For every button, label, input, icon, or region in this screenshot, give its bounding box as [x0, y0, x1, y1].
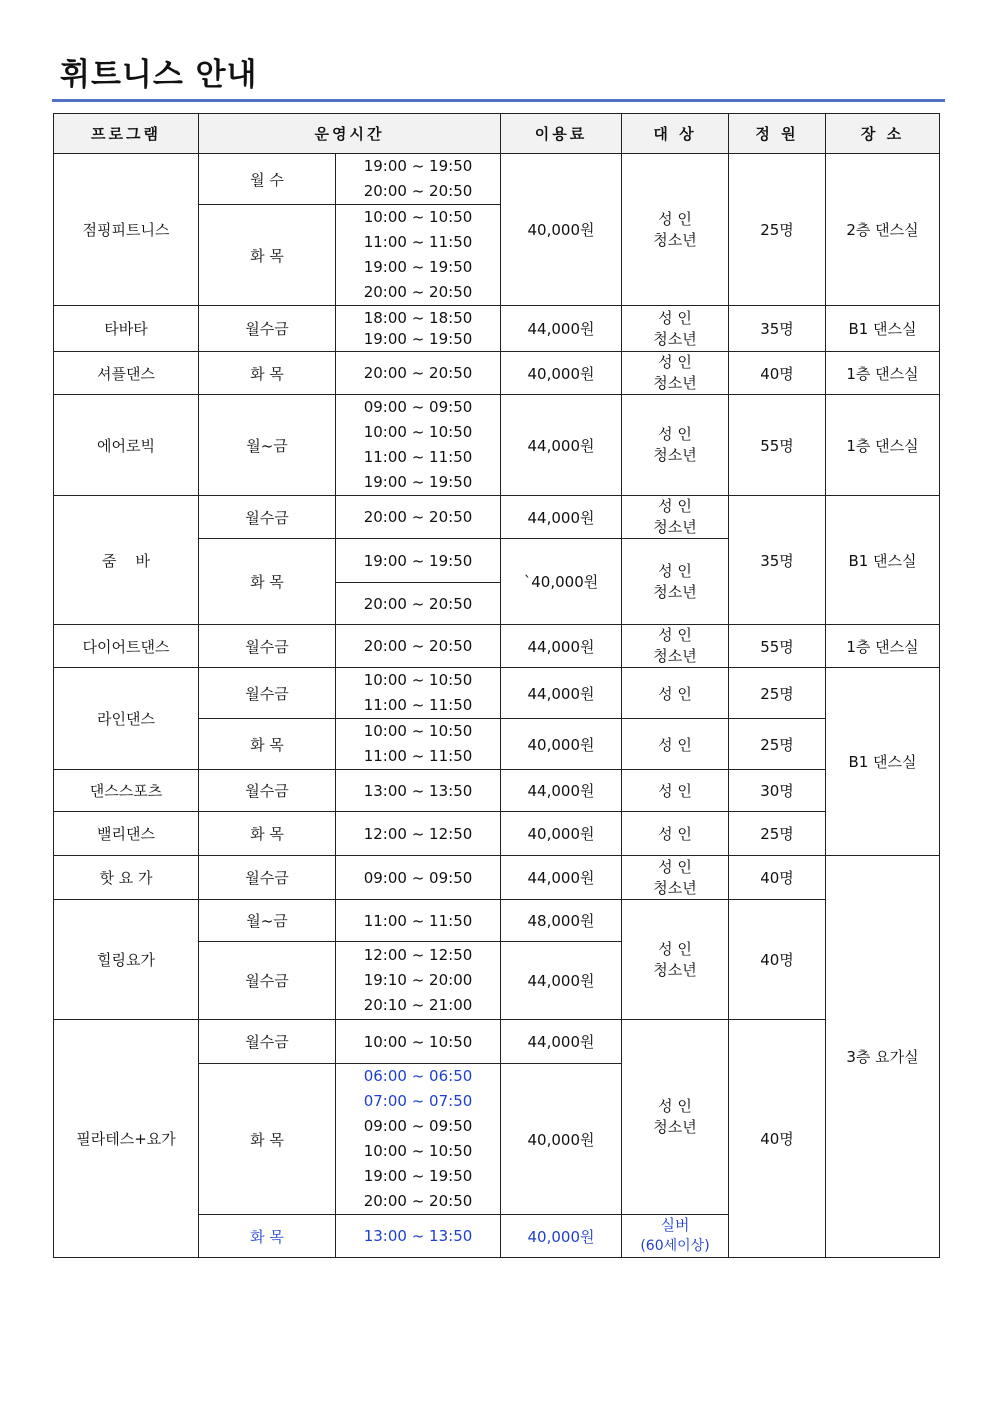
- time-line: 09:00 ~ 09:50: [363, 1117, 473, 1135]
- place-cell: B1 댄스실: [826, 496, 940, 625]
- target-youth: 청소년: [653, 1118, 697, 1136]
- place-cell: B1 댄스실: [826, 668, 940, 856]
- days-cell: 화 목: [199, 1064, 336, 1215]
- program-name: 댄스스포츠: [54, 770, 199, 812]
- time-line: 07:00 ~ 07:50: [363, 1092, 473, 1110]
- place-cell: 1층 댄스실: [826, 352, 940, 395]
- program-name: 힐링요가: [54, 900, 199, 1020]
- time-line: 19:00 ~ 19:50: [363, 1167, 473, 1185]
- header-program: 프로그램: [54, 114, 199, 154]
- days-cell: 월수금: [199, 668, 336, 719]
- capacity-cell: 25명: [729, 154, 826, 306]
- program-name: 타바타: [54, 306, 199, 352]
- days-cell: 월수금: [199, 942, 336, 1020]
- time-line: 20:00 ~ 20:50: [363, 283, 473, 301]
- target-cell: 성 인: [622, 770, 729, 812]
- days-cell: 화 목: [199, 1215, 336, 1258]
- days-cell: 월수금: [199, 1020, 336, 1064]
- days-cell: 월~금: [199, 395, 336, 496]
- fee-cell: 40,000원: [501, 154, 622, 306]
- header-fee: 이용료: [501, 114, 622, 154]
- fee-cell: 40,000원: [501, 1215, 622, 1258]
- time-cell: 19:00 ~ 19:50: [336, 539, 501, 583]
- target-cell: [622, 539, 729, 625]
- header-row: [54, 114, 940, 154]
- fee-cell: 44,000원: [501, 856, 622, 900]
- table-row: [54, 1020, 940, 1064]
- table-row: [54, 395, 940, 496]
- time-line: 10:00 ~ 10:50: [363, 722, 473, 740]
- time-cell: 12:00 ~ 12:50: [336, 812, 501, 856]
- days-cell: 화 목: [199, 812, 336, 856]
- time-line: 20:10 ~ 21:00: [363, 996, 473, 1014]
- table-row: [54, 154, 940, 205]
- target-cell: [622, 1215, 729, 1258]
- time-line: 11:00 ~ 11:50: [363, 448, 473, 466]
- table-row: [54, 812, 940, 856]
- target-adult: 성 인: [658, 561, 692, 580]
- time-cell: 13:00 ~ 13:50: [336, 770, 501, 812]
- fee-cell: 40,000원: [501, 812, 622, 856]
- days-cell: 화 목: [199, 352, 336, 395]
- capacity-cell: 25명: [729, 812, 826, 856]
- table-row: [54, 352, 940, 395]
- program-name: 셔플댄스: [54, 352, 199, 395]
- fee-cell: 44,000원: [501, 395, 622, 496]
- table-row: [54, 856, 940, 900]
- time-line: 19:00 ~ 19:50: [363, 157, 473, 175]
- time-cell: [336, 1064, 501, 1215]
- time-line: 10:00 ~ 10:50: [363, 1142, 473, 1160]
- capacity-cell: 25명: [729, 668, 826, 719]
- target-cell: [622, 395, 729, 496]
- capacity-cell: 30명: [729, 770, 826, 812]
- time-line: 10:00 ~ 10:50: [363, 671, 473, 689]
- title-underline: [52, 99, 945, 102]
- place-cell: 3층 요가실: [826, 856, 940, 1258]
- fee-cell: 40,000원: [501, 352, 622, 395]
- place-cell: 1층 댄스실: [826, 395, 940, 496]
- time-cell: 20:00 ~ 20:50: [336, 625, 501, 668]
- capacity-cell: 40명: [729, 1020, 826, 1258]
- table-row: [54, 625, 940, 668]
- time-cell: 20:00 ~ 20:50: [336, 583, 501, 625]
- target-cell: [622, 625, 729, 668]
- target-adult: 성 인: [658, 1097, 692, 1115]
- time-cell: [336, 668, 501, 719]
- time-line: 11:00 ~ 11:50: [363, 233, 473, 251]
- program-name: 다이어트댄스: [54, 625, 199, 668]
- time-line: 19:00 ~ 19:50: [363, 258, 473, 276]
- target-youth: 청소년: [653, 374, 697, 392]
- table-row: [54, 306, 940, 352]
- fee-cell: `40,000원: [501, 539, 622, 625]
- target-silver: 실버: [660, 1216, 690, 1234]
- fee-cell: 40,000원: [501, 1064, 622, 1215]
- table-row: [54, 668, 940, 719]
- days-cell: 월수금: [199, 856, 336, 900]
- target-adult: 성 인: [658, 857, 692, 876]
- place-cell: 1층 댄스실: [826, 625, 940, 668]
- capacity-cell: 55명: [729, 395, 826, 496]
- header-capacity: 정 원: [729, 114, 826, 154]
- time-line: 06:00 ~ 06:50: [363, 1067, 473, 1085]
- target-cell: [622, 154, 729, 306]
- days-cell: 화 목: [199, 719, 336, 770]
- target-cell: 성 인: [622, 668, 729, 719]
- days-cell: 화 목: [199, 539, 336, 625]
- time-cell: [336, 719, 501, 770]
- time-line: 20:00 ~ 20:50: [363, 182, 473, 200]
- program-name: 줌 바: [54, 496, 199, 625]
- target-youth: 청소년: [653, 446, 697, 464]
- time-cell: 20:00 ~ 20:50: [336, 352, 501, 395]
- time-cell: 10:00 ~ 10:50: [336, 1020, 501, 1064]
- target-youth: 청소년: [653, 230, 697, 249]
- time-cell: 13:00 ~ 13:50: [336, 1215, 501, 1258]
- days-cell: 월수금: [199, 306, 336, 352]
- table-row: [54, 770, 940, 812]
- time-line: 11:00 ~ 11:50: [363, 696, 473, 714]
- target-adult: 성 인: [658, 497, 692, 515]
- target-adult: 성 인: [658, 353, 692, 371]
- target-cell: 성 인: [622, 812, 729, 856]
- capacity-cell: 40명: [729, 900, 826, 1020]
- time-cell: [336, 395, 501, 496]
- target-adult: 성 인: [658, 626, 692, 644]
- page-title: 휘트니스 안내: [60, 57, 258, 93]
- target-youth: 청소년: [653, 329, 697, 348]
- program-name: 점핑피트니스: [54, 154, 199, 306]
- target-adult: 성 인: [658, 209, 692, 228]
- capacity-cell: 35명: [729, 496, 826, 625]
- time-line: 11:00 ~ 11:50: [363, 747, 473, 765]
- time-line: 09:00 ~ 09:50: [363, 398, 473, 416]
- target-cell: [622, 352, 729, 395]
- time-line: 10:00 ~ 10:50: [363, 208, 473, 226]
- time-cell: [336, 942, 501, 1020]
- days-cell: 화 목: [199, 205, 336, 306]
- days-cell: 월 수: [199, 154, 336, 205]
- time-cell: 20:00 ~ 20:50: [336, 496, 501, 539]
- days-cell: 월수금: [199, 625, 336, 668]
- schedule-table: [53, 113, 940, 1258]
- target-adult: 성 인: [658, 308, 692, 327]
- time-line: 10:00 ~ 10:50: [363, 423, 473, 441]
- capacity-cell: 40명: [729, 352, 826, 395]
- time-line: 19:00 ~ 19:50: [363, 329, 473, 348]
- target-adult: 성 인: [658, 425, 692, 443]
- time-line: 18:00 ~ 18:50: [363, 308, 473, 327]
- target-silver-note: (60세이상): [640, 1238, 710, 1254]
- fee-cell: 44,000원: [501, 306, 622, 352]
- time-cell: [336, 205, 501, 306]
- time-cell: 09:00 ~ 09:50: [336, 856, 501, 900]
- program-name: 밸리댄스: [54, 812, 199, 856]
- target-cell: 성 인: [622, 719, 729, 770]
- place-cell: 2층 댄스실: [826, 154, 940, 306]
- program-name: 핫 요 가: [54, 856, 199, 900]
- capacity-cell: 55명: [729, 625, 826, 668]
- header-target: 대 상: [622, 114, 729, 154]
- time-cell: [336, 154, 501, 205]
- program-name: 에어로빅: [54, 395, 199, 496]
- fee-cell: 44,000원: [501, 625, 622, 668]
- fee-cell: 48,000원: [501, 900, 622, 942]
- time-cell: 11:00 ~ 11:50: [336, 900, 501, 942]
- fee-cell: 44,000원: [501, 770, 622, 812]
- target-youth: 청소년: [653, 960, 697, 979]
- fee-cell: 44,000원: [501, 496, 622, 539]
- target-cell: [622, 900, 729, 1020]
- table-row: [54, 496, 940, 539]
- fee-cell: 44,000원: [501, 942, 622, 1020]
- time-cell: [336, 306, 501, 352]
- target-youth: 청소년: [653, 518, 697, 536]
- fee-cell: 40,000원: [501, 719, 622, 770]
- fee-cell: 44,000원: [501, 1020, 622, 1064]
- table-row: [54, 900, 940, 942]
- days-cell: 월수금: [199, 770, 336, 812]
- target-adult: 성 인: [658, 939, 692, 958]
- program-name: 라인댄스: [54, 668, 199, 770]
- target-cell: [622, 306, 729, 352]
- place-cell: B1 댄스실: [826, 306, 940, 352]
- target-cell: [622, 1020, 729, 1215]
- target-youth: 청소년: [653, 647, 697, 665]
- capacity-cell: 35명: [729, 306, 826, 352]
- target-cell: [622, 496, 729, 539]
- header-time: 운영시간: [199, 114, 501, 154]
- header-place: 장 소: [826, 114, 940, 154]
- time-line: 19:10 ~ 20:00: [363, 971, 473, 989]
- days-cell: 월수금: [199, 496, 336, 539]
- capacity-cell: 40명: [729, 856, 826, 900]
- target-youth: 청소년: [653, 878, 697, 897]
- capacity-cell: 25명: [729, 719, 826, 770]
- target-youth: 청소년: [653, 582, 697, 601]
- days-cell: 월~금: [199, 900, 336, 942]
- time-line: 19:00 ~ 19:50: [363, 473, 473, 491]
- fee-cell: 44,000원: [501, 668, 622, 719]
- time-line: 20:00 ~ 20:50: [363, 1192, 473, 1210]
- target-cell: [622, 856, 729, 900]
- time-line: 12:00 ~ 12:50: [363, 946, 473, 964]
- program-name: 필라테스+요가: [54, 1020, 199, 1258]
